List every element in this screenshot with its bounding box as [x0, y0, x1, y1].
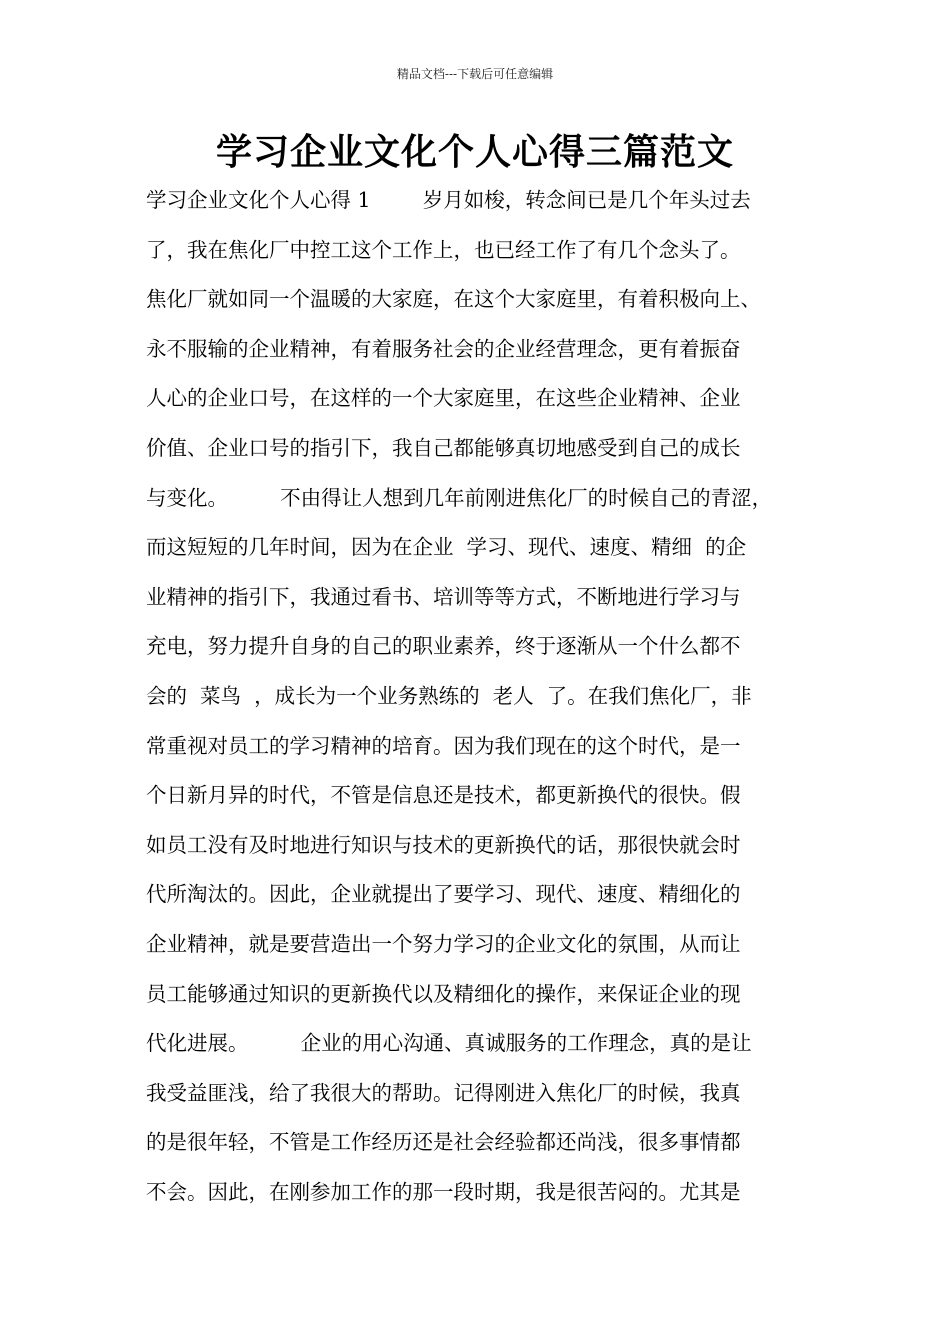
- document-body: [146, 176, 846, 1217]
- body-line: 充电，努力提升自身的自己的职业素养，终于逐渐从一个什么都不: [146, 634, 741, 659]
- body-line: 员工能够通过知识的更新换代以及精细化的操作，来保证企业的现: [146, 981, 741, 1006]
- body-line: 学习企业文化个人心得 1 岁月如梭，转念间已是几个年头过去: [146, 188, 751, 212]
- document-title: 学习企业文化个人心得三篇范文: [215, 132, 734, 173]
- body-line: 不会。因此，在刚参加工作的那一段时期，我是很苦闷的。尤其是: [146, 1179, 741, 1204]
- body-line: 个日新月异的时代，不管是信息还是技术，都更新换代的很快。假: [146, 783, 741, 808]
- body-line: 我受益匪浅，给了我很大的帮助。记得刚进入焦化厂的时候，我真: [146, 1080, 741, 1105]
- body-line: 的是很年轻，不管是工作经历还是社会经验都还尚浅，很多事情都: [146, 1130, 741, 1155]
- body-line: 代所淘汰的。因此，企业就提出了要学习、现代、速度、精细化的: [146, 882, 741, 907]
- body-line: 焦化厂就如同一个温暖的大家庭，在这个大家庭里，有着积极向上、: [146, 287, 761, 312]
- body-line: 永不服输的企业精神，有着服务社会的企业经营理念，更有着振奋: [146, 336, 741, 361]
- body-line: 而这短短的几年时间，因为在企业 学习、现代、速度、精细 的企: [146, 535, 747, 560]
- body-line: 人心的企业口号，在这样的一个大家庭里，在这些企业精神、企业: [146, 386, 741, 411]
- body-line: 价值、企业口号的指引下，我自己都能够真切地感受到自己的成长: [146, 435, 741, 460]
- body-line: 与变化。 不由得让人想到几年前刚进焦化厂的时候自己的青涩，: [146, 485, 773, 510]
- header-note: 精品文档---下载后可任意编辑: [396, 67, 554, 81]
- body-line: 企业精神，就是要营造出一个努力学习的企业文化的氛围，从而让: [146, 931, 741, 956]
- body-line: 业精神的指引下，我通过看书、培训等等方式，不断地进行学习与: [146, 584, 741, 609]
- body-line: 如员工没有及时地进行知识与技术的更新换代的话，那很快就会时: [146, 832, 741, 857]
- body-line: 常重视对员工的学习精神的培育。因为我们现在的这个时代，是一: [146, 733, 741, 758]
- body-line: 代化进展。 企业的用心沟通、真诚服务的工作理念，真的是让: [146, 1031, 752, 1056]
- body-line: 了，我在焦化厂中控工这个工作上，也已经工作了有几个念头了。: [146, 237, 741, 262]
- body-line: 会的 菜鸟 ，成长为一个业务熟练的 老人 了。在我们焦化厂，非: [146, 683, 752, 708]
